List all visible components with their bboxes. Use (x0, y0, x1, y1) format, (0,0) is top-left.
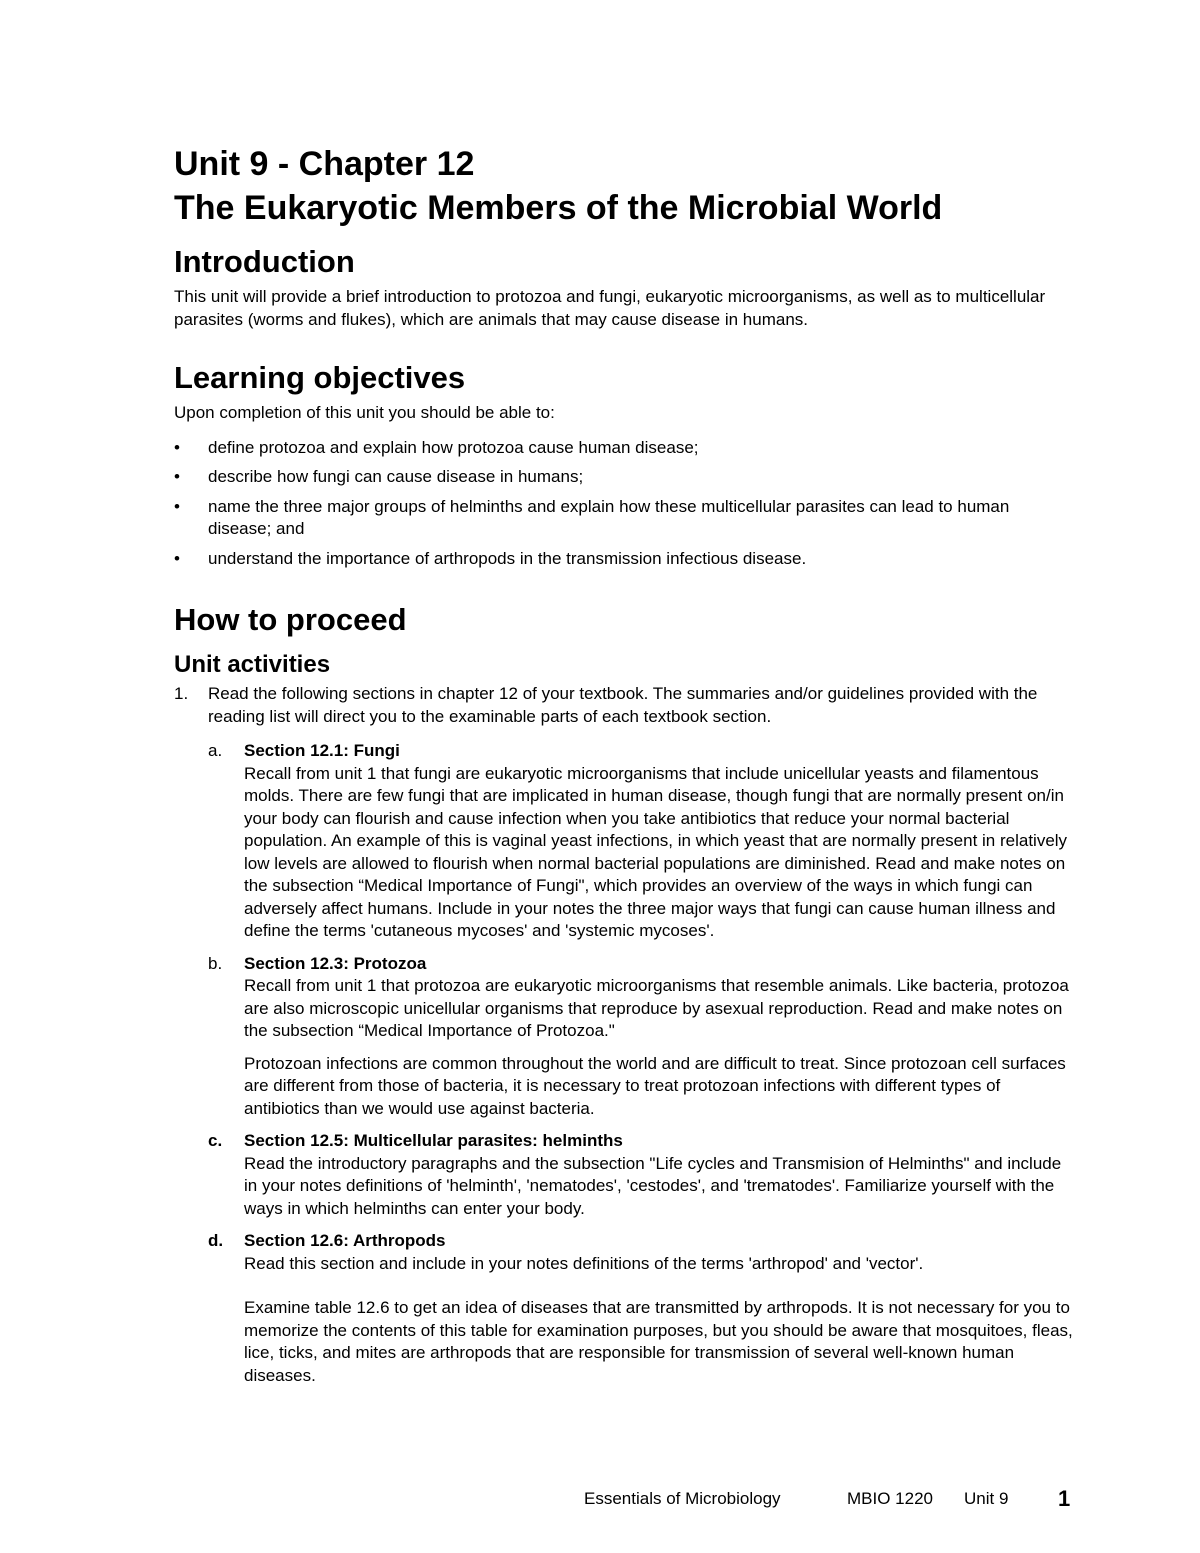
learning-objectives-heading: Learning objectives (174, 360, 466, 395)
activity-number: 1. (174, 684, 189, 703)
footer-course-title: Essentials of Microbiology (584, 1489, 781, 1508)
how-to-proceed-heading: How to proceed (174, 602, 407, 637)
section-paragraph: Recall from unit 1 that fungi are eukaryotic microorganisms that include unicellular yeasts and filamentous molds. There are few fungi that are implicated in human disease, though fungi that are normally present on/in your body can flourish and cause infection when you take antibiotics that reduce your normal bacterial population. An example of this is vaginal yeast infections, in which yeast that are normally present in relatively low levels are allowed to flourish when normal bacterial populations are diminished. Read and make notes on the subsection “Medical Importance of Fungi", which provides an overview of the ways in which fungi can adversely affect humans. Include in your notes the three major ways that fungi can cause human illness and define the terms 'cutaneous mycoses' and 'systemic mycoses'. (244, 763, 1068, 940)
page-footer (584, 1486, 1084, 1512)
activity-item-1 (174, 683, 1074, 728)
learning-objectives-lead: Upon completion of this unit you should be able to: (174, 403, 555, 422)
section-paragraph: Read the introductory paragraphs and the subsection "Life cycles and Transmision of Helminths" and include in your notes definitions of 'helminth', 'nematodes', 'cestodes', and 'trematodes'. Familiarize yourself with the ways in which helminths can enter your body. (244, 1153, 1062, 1218)
section-paragraph: Protozoan infections are common throughout the world and are difficult to treat. Since protozoan cell surfaces are different from those of bacteria, it is necessary to treat protozoan infections with different types of antibiotics than we would use against bacteria. (244, 1053, 1066, 1118)
section-paragraph: Examine table 12.6 to get an idea of diseases that are transmitted by arthropods. It is not necessary for you to memorize the contents of this table for examination purposes, but you should be aware that mosquitoes, fleas, lice, ticks, and mites are arthropods that are responsible for transmission of several well-known human diseases. (244, 1298, 1073, 1385)
section-letter: c. (208, 1131, 223, 1150)
section-paragraph: Recall from unit 1 that protozoa are eukaryotic microorganisms that resemble animals. Like bacteria, protozoa are also microscopic unicellular organisms that reproduce by asexual reproduction. Read and make notes on the subsection “Medical Importance of Protozoa." (244, 976, 1069, 1040)
section-item-fungi (174, 740, 1074, 943)
bullet-icon: • (174, 548, 180, 568)
section-letter: d. (208, 1231, 224, 1250)
bullet-icon: • (174, 496, 180, 516)
section-title: Section 12.3: Protozoa (244, 953, 427, 973)
section-title: Section 12.6: Arthropods (244, 1231, 446, 1250)
section-paragraph: Read this section and include in your notes definitions of the terms 'arthropod' and 'vector'. (244, 1253, 924, 1273)
bullet-icon: • (174, 437, 180, 457)
section-letter: a. (208, 741, 223, 760)
introduction-text: This unit will provide a brief introduction to protozoa and fungi, eukaryotic microorganisms, as well as to multicellular parasites (worms and flukes), which are animals that may cause disease in humans. (174, 287, 1046, 329)
objective-item: • describe how fungi can cause disease in humans; (174, 466, 1074, 489)
page-title-line-1: Unit 9 - Chapter 12 (174, 145, 475, 183)
reading-sections-list (174, 740, 1074, 1387)
activity-text: Read the following sections in chapter 12 of your textbook. The summaries and/or guidelines provided with the reading list will direct you to the examinable parts of each textbook section. (208, 684, 1038, 726)
section-title: Section 12.5: Multicellular parasites: helminths (244, 1131, 623, 1150)
footer-unit: Unit 9 (964, 1489, 1009, 1508)
section-item-helminths (174, 1130, 1074, 1220)
objective-item: • define protozoa and explain how protozoa cause human disease; (174, 437, 1074, 460)
objective-item: • name the three major groups of helminths and explain how these multicellular parasites can lead to human disease; and (174, 496, 1010, 538)
unit-activities-heading: Unit activities (174, 651, 331, 678)
footer-course-code: MBIO 1220 (847, 1489, 933, 1508)
introduction-heading: Introduction (174, 244, 355, 279)
section-letter: b. (208, 953, 223, 973)
objectives-list (174, 437, 1074, 571)
bullet-icon: • (174, 467, 180, 486)
section-item-arthropods (174, 1230, 1074, 1387)
document-page (174, 142, 1074, 1397)
page-title-line-2: The Eukaryotic Members of the Microbial World (174, 189, 943, 227)
section-item-protozoa (174, 953, 1074, 1121)
objective-item: • understand the importance of arthropods in the transmission infectious disease. (174, 548, 1074, 571)
section-title: Section 12.1: Fungi (244, 741, 400, 760)
footer-page-number: 1 (1058, 1486, 1071, 1511)
